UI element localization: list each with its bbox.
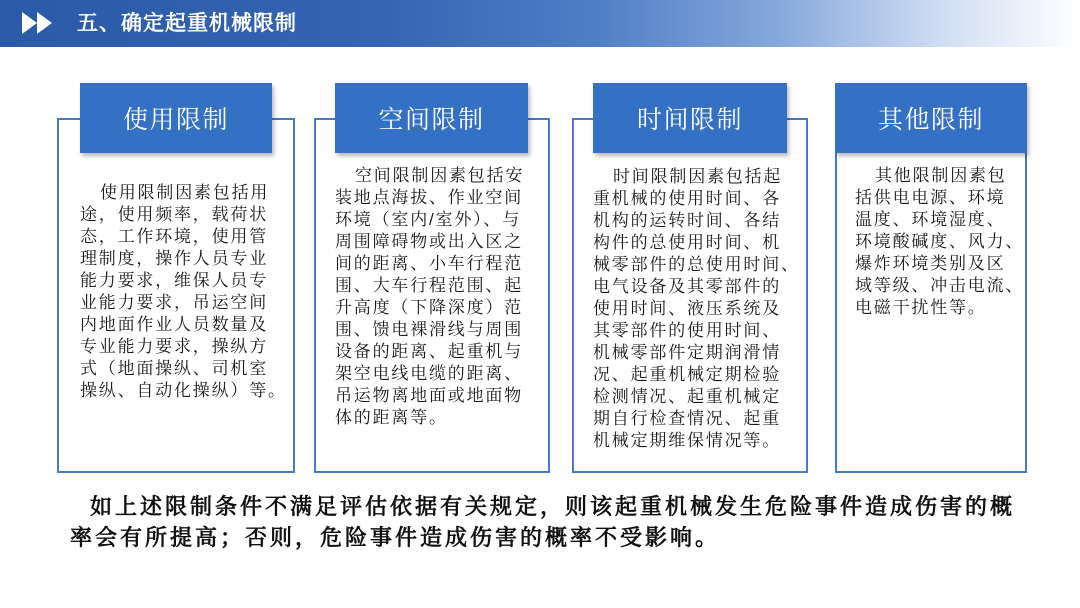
text-line: 电气设备及其零部件的 xyxy=(593,277,781,296)
text-line: 温度、环境湿度、 xyxy=(855,210,1006,229)
panel-title: 空间限制 xyxy=(378,106,485,134)
text-line: 吊运物离地面或地面物 xyxy=(335,386,523,405)
text-line: 电磁干扰性等。 xyxy=(855,298,987,317)
panel-title: 使用限制 xyxy=(122,106,229,134)
text-line: 环境酸碱度、风力、 xyxy=(855,232,1025,251)
text-line: 况、起重机械定期检验 xyxy=(593,365,781,384)
text-line: 周围障碍物或出入区之 xyxy=(335,232,523,251)
text-line: 式（地面操纵、司机室 xyxy=(80,359,268,378)
text-line: 间的距离、小车行程范 xyxy=(335,254,523,273)
text-line: 括供电电源、环境 xyxy=(855,188,1006,207)
text-line: 专业能力要求，操纵方 xyxy=(80,337,268,356)
panel-body xyxy=(80,182,287,402)
text-line: 途，使用频率，载荷状 xyxy=(80,205,268,224)
panel-header xyxy=(593,83,787,153)
panel-space-limits xyxy=(314,83,550,473)
panel-header xyxy=(80,83,272,153)
text-line: 使用时间、液压系统及 xyxy=(593,299,781,318)
panel-usage-limits xyxy=(57,83,295,473)
text-line: 装地点海拔、作业空间 xyxy=(335,188,523,207)
text-line: 爆炸环境类别及区 xyxy=(855,254,1006,273)
text-line: 围、大车行程范围、起 xyxy=(335,276,523,295)
slide-title: 五、确定起重机械限制 xyxy=(77,12,297,35)
text-line: 升高度（下降深度）范 xyxy=(335,298,523,317)
text-line: 使用限制因素包括用 xyxy=(100,183,270,202)
text-line: 内地面作业人员数量及 xyxy=(80,315,268,334)
text-line: 率会有所提高；否则，危险事件造成伤害的概率不受影响。 xyxy=(70,525,721,550)
conclusion-text xyxy=(70,491,1050,553)
text-line: 能力要求，维保人员专 xyxy=(80,271,268,290)
text-line: 域等级、冲击电流、 xyxy=(855,276,1025,295)
text-line: 械零部件的总使用时间、 xyxy=(593,255,800,274)
text-line: 检测情况、起重机械定 xyxy=(593,387,781,406)
text-line: 其他限制因素包 xyxy=(875,166,1007,185)
text-line: 机械零部件定期润滑情 xyxy=(593,343,781,362)
text-line: 架空电线电缆的距离、 xyxy=(335,364,523,383)
panel-body xyxy=(855,165,1024,319)
text-line: 机构的运转时间、各结 xyxy=(593,211,781,230)
panel-title: 其他限制 xyxy=(877,106,984,134)
text-line: 体的距离等。 xyxy=(335,408,448,427)
panel-header xyxy=(835,83,1027,153)
panel-other-limits xyxy=(835,83,1027,473)
panel-body xyxy=(593,166,800,452)
text-line: 如上述限制条件不满足评估依据有关规定，则该起重机械发生危险事件造成伤害的概 xyxy=(90,494,1016,519)
text-line: 空间限制因素包括安 xyxy=(355,166,525,185)
panel-title: 时间限制 xyxy=(636,106,743,134)
text-line: 业能力要求，吊运空间 xyxy=(80,293,268,312)
text-line: 操纵、自动化操纵）等。 xyxy=(80,381,287,400)
text-line: 设备的距离、起重机与 xyxy=(335,342,523,361)
panel-header xyxy=(335,83,528,153)
text-line: 机械定期维保情况等。 xyxy=(593,431,781,450)
text-line: 环境（室内/室外）、与 xyxy=(335,210,522,229)
double-arrow-icon xyxy=(22,12,54,34)
panel-time-limits xyxy=(572,83,808,473)
text-line: 时间限制因素包括起 xyxy=(613,167,783,186)
text-line: 围、馈电裸滑线与周围 xyxy=(335,320,523,339)
text-line: 其零部件的使用时间、 xyxy=(593,321,781,340)
title-bar xyxy=(0,0,1080,47)
text-line: 构件的总使用时间、机 xyxy=(593,233,781,252)
text-line: 期自行检查情况、起重 xyxy=(593,409,781,428)
panel-body xyxy=(335,165,524,429)
text-line: 重机械的使用时间、各 xyxy=(593,189,781,208)
text-line: 理制度，操作人员专业 xyxy=(80,249,268,268)
text-line: 态，工作环境，使用管 xyxy=(80,227,268,246)
